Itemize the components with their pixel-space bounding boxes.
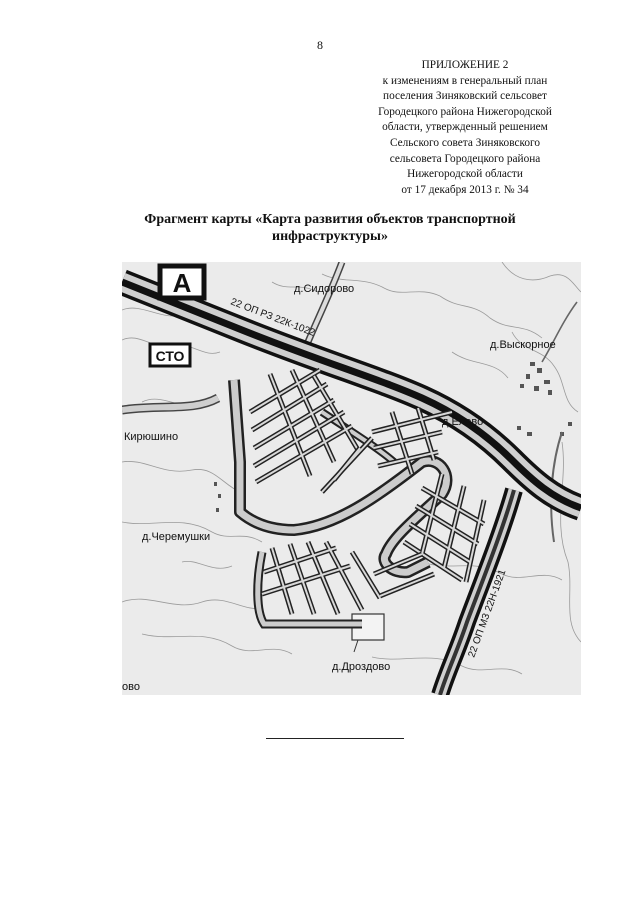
place-kiryushino: Кирюшино: [124, 431, 179, 443]
appendix-line: к изменениям в генеральный план: [382, 74, 548, 87]
road-label-2: 22 ОП МЗ 22Н-1921: [466, 568, 509, 660]
map-title-line-2: инфраструктуры»: [272, 229, 388, 244]
map-title: [95, 211, 565, 245]
appendix-line: области, утвержденный решением: [382, 121, 548, 134]
appendix-line: Городецкого района Нижегородской: [378, 105, 552, 118]
map-title-line-1: Фрагмент карты «Карта развития объектов транспортной: [144, 212, 516, 227]
place-cheremushki: д.Черемушки: [142, 531, 211, 543]
appendix-line: поселения Зиняковский сельсовет: [383, 90, 547, 103]
appendix-line: Сельского совета Зиняковского: [389, 136, 541, 149]
appendix-line: ПРИЛОЖЕНИЕ 2: [421, 59, 509, 71]
transport-map: [122, 262, 581, 695]
appendix-line: сельсовета Городецкого района: [389, 152, 541, 165]
appendix-line: от 17 декабря 2013 г. № 34: [401, 183, 529, 196]
appendix-header: [345, 58, 585, 198]
sto-sign: [150, 344, 190, 366]
place-sidorovo: д.Сидорово: [294, 283, 355, 295]
place-vyskornoe: д.Выскорное: [490, 339, 556, 351]
appendix-line: Нижегородской области: [407, 168, 523, 181]
place-edge-label: ово: [122, 681, 140, 693]
footer-rule: [266, 738, 404, 739]
place-elevo: д.Елево: [442, 416, 484, 428]
place-drozdovo: д.Дроздово: [332, 661, 391, 673]
letter-sign-text: А: [172, 268, 192, 298]
sto-sign-text: СТО: [155, 348, 185, 364]
letter-sign: [160, 266, 204, 298]
road-label-1: 22 ОП РЗ 22К-1022: [228, 296, 317, 339]
page-number: 8: [317, 38, 323, 52]
